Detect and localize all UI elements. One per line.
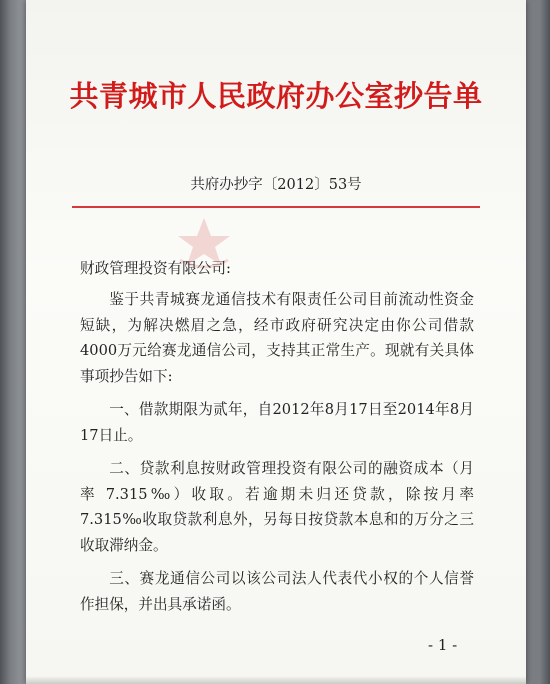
- document-body: [80, 258, 474, 625]
- document-page: [26, 0, 526, 684]
- salutation: 财政管理投资有限公司:: [80, 260, 231, 277]
- paragraph-item-3: 三、赛龙通信公司以该公司法人代表代小权的个人信誉作担保，并出具承诺函。: [80, 570, 474, 613]
- paragraph-item-2: 二、贷款利息按财政管理投资有限公司的融资成本（月率 7.315‰）收取。若逾期未归还贷款，除按月率 7.315‰收取贷款利息外，另每日按贷款本息和的万分之三收取滞纳金。: [80, 460, 474, 554]
- document-title: 共青城市人民政府办公室抄告单: [69, 79, 483, 113]
- document-number: 共府办抄字〔2012〕53号: [190, 177, 362, 193]
- paragraph-item-1: 一、借款期限为贰年，自2012年8月17日至2014年8月17日止。: [80, 401, 474, 444]
- red-divider-line: [72, 206, 480, 208]
- page-bottom-shadow: [26, 676, 526, 684]
- paragraph-intro: 鉴于共青城赛龙通信技术有限责任公司目前流动性资金短缺，为解决燃眉之急，经市政府研究决定由你公司借款4000万元给赛龙通信公司，支持其正常生产。现就有关具体事项抄告如下:: [80, 291, 474, 385]
- page-number: - 1 -: [428, 636, 458, 654]
